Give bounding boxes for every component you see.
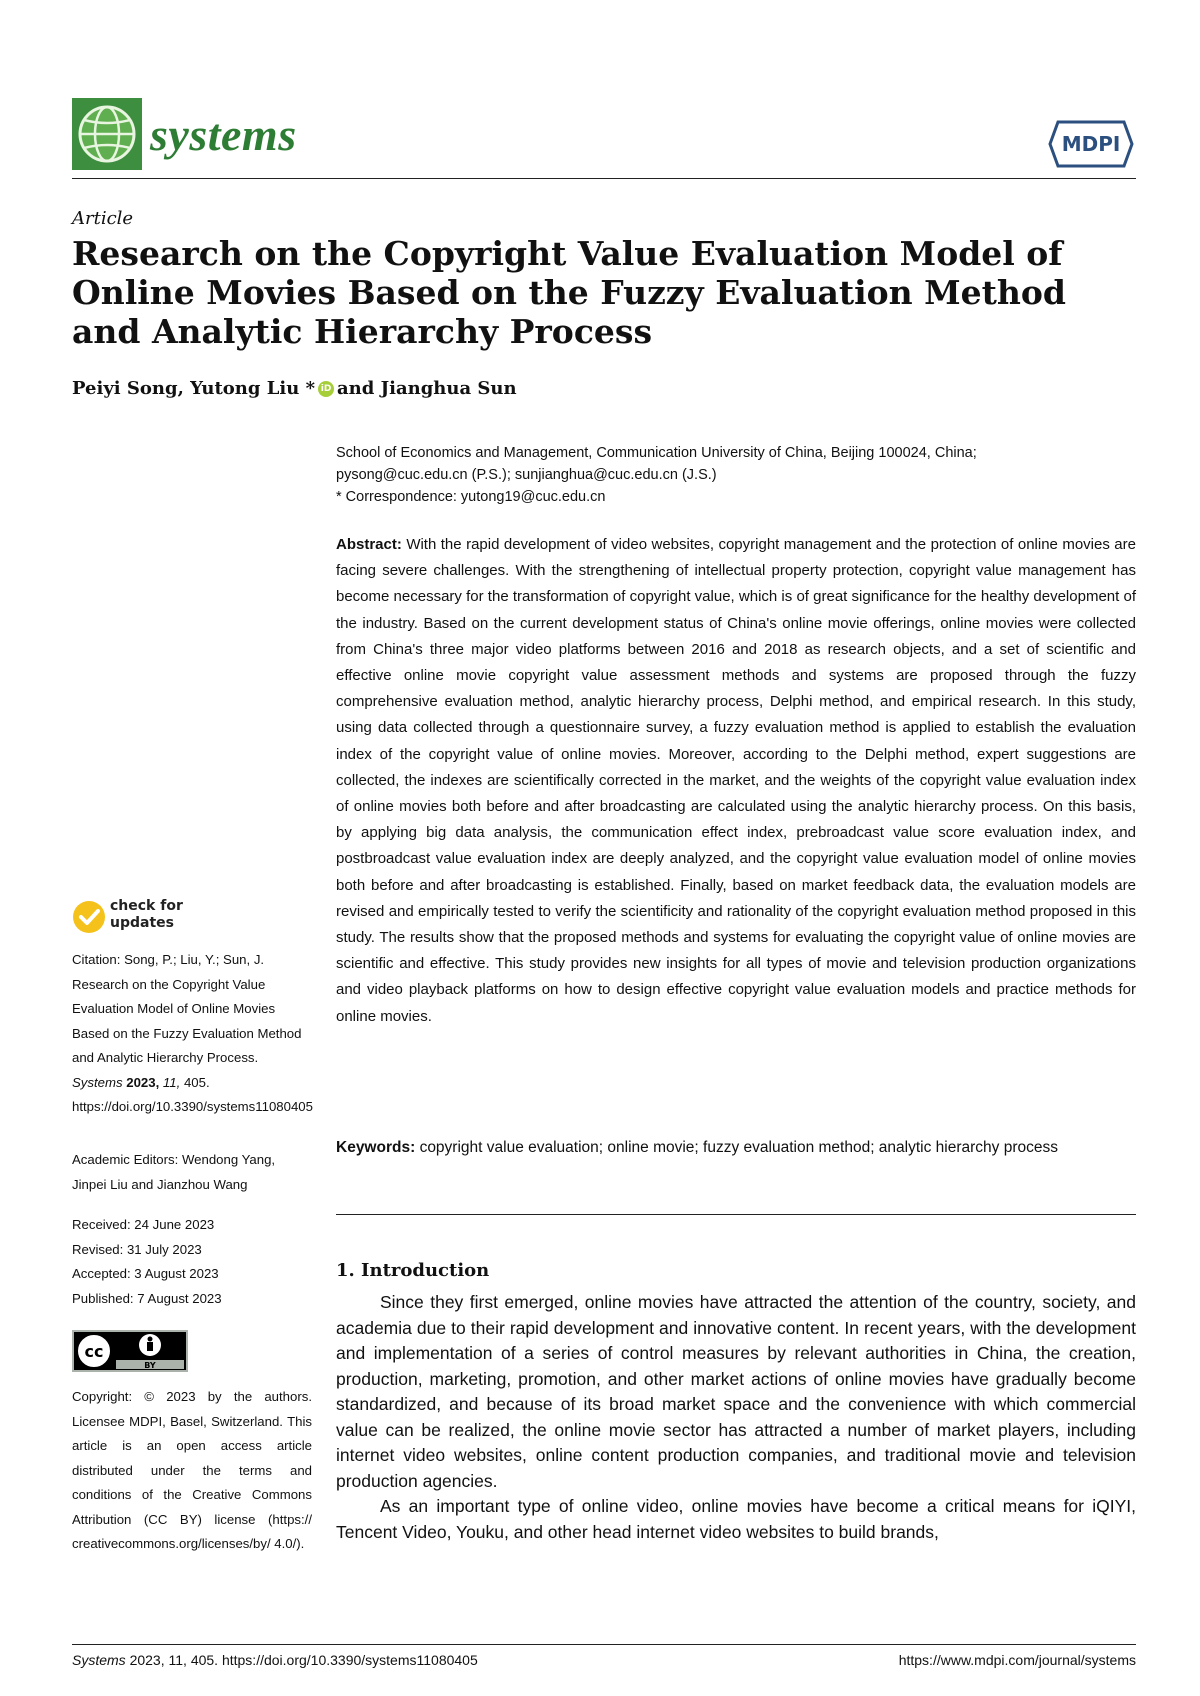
cc-label: cc (84, 1342, 104, 1361)
publisher-label: MDPI (1061, 132, 1121, 156)
cc-by-license-icon[interactable] (72, 1330, 188, 1372)
citation-year: 2023, (126, 1074, 160, 1090)
journal-name: systems (150, 109, 297, 160)
footer-divider (72, 1644, 1136, 1645)
citation-doi[interactable]: 405. https://doi.org/10.3390/systems11080405 (72, 1074, 313, 1114)
footer-journal-url[interactable]: https://www.mdpi.com/journal/systems (898, 1652, 1136, 1668)
authors-last: and Jianghua Sun (337, 378, 517, 399)
footer-citation (72, 1652, 478, 1668)
citation-volume: 11, (162, 1074, 181, 1090)
date-published: Published: 7 August 2023 (72, 1290, 222, 1306)
keywords-text: copyright value evaluation; online movie; fuzzy evaluation method; analytic hierarchy process (419, 1139, 1058, 1156)
abstract-label: Abstract: (336, 536, 402, 553)
editors-text: Wendong Yang, Jinpei Liu and Jianzhou Wang (72, 1152, 276, 1192)
check-updates-line1: check for (110, 898, 183, 914)
publication-dates (72, 1213, 312, 1311)
keywords-label: Keywords: (336, 1139, 416, 1156)
check-updates-line2: updates (110, 915, 174, 931)
date-accepted: Accepted: 3 August 2023 (72, 1266, 219, 1281)
keywords (336, 1135, 1136, 1161)
cc-by-label: BY (144, 1361, 156, 1370)
copyright-notice: Copyright: © 2023 by the authors. Licensee MDPI, Basel, Switzerland. This article is an open access article distributed under the terms and conditions of the Creative Commons Attribution (CC BY) license (https:// creativecommons.org/licenses/by/ 4.0/). (72, 1389, 312, 1551)
citation-label: Citation: (72, 952, 121, 967)
abstract-text: With the rapid development of video websites, copyright management and the protection of online movies are facing severe challenges. With the strengthening of intellectual property protection, copyright value management has become necessary for the transformation of copyright value, which is of great significance for the healthy development of the industry. Based on the current development status of China's online movie offerings, online movies were collected from China's three major video platforms between 2016 and 2018 as research objects, and a set of scientific and effective online movie copyright value assessment methods and systems are proposed through the fuzzy comprehensive evaluation method, analytic hierarchy process, Delphi method, and empirical research. In this study, using data collected through a questionnaire survey, a fuzzy evaluation method is applied to establish the evaluation index of the copyright value of online movies. Moreover, according to the Delphi method, expert suggestions are collected, the indexes are scientifically corrected in the market, and the weights of the copyright value evaluation index of online movies both before and after broadcasting are calculated using the analytic hierarchy process. On this basis, by applying big data analysis, the communication effect index, prebroadcast value score evaluation index, and postbroadcast value evaluation index are deeply analyzed, and the copyright value evaluation model of online movies both before and after broadcasting is established. Finally, based on market feedback data, the evaluation models are revised and empirically tested to verify the scientificity and rationality of the copyright evaluation method proposed in this study. The results show that the proposed methods and systems for evaluating the copyright value of online movies are scientific and effective. This study provides new insights for all types of movie and television production organizations and video playback platforms on how to design effective copyright value evaluation models and practice methods for online movies. (336, 536, 1136, 1025)
affiliations (336, 442, 1136, 508)
journal-globe-logo (72, 98, 142, 170)
section-heading: 1. Introduction (336, 1260, 490, 1281)
introduction-body (336, 1290, 1136, 1545)
paragraph: As an important type of online video, online movies have become a critical means for iQIYI, Tencent Video, Youku, and other head internet video websites to build brands, (336, 1496, 1136, 1542)
mdpi-hexagon-icon (1048, 118, 1134, 170)
paper-title: Research on the Copyright Value Evaluation Model of Online Movies Based on the Fuzzy Evaluation Method and Analytic Hierarchy Process (72, 234, 1066, 351)
affiliation-line: School of Economics and Management, Communication University of China, Beijing 100024, China; (336, 445, 977, 461)
editors-label: Academic Editors: (72, 1152, 179, 1167)
article-type: Article (72, 208, 134, 229)
authors-first: Peiyi Song, Yutong Liu * (72, 378, 316, 399)
citation-text: Song, P.; Liu, Y.; Sun, J. Research on the Copyright Value Evaluation Model of Online Movies Based on the Fuzzy Evaluation Method and Analytic Hierarchy Process. (72, 952, 302, 1065)
paragraph: Since they first emerged, online movies have attracted the attention of the country, society, and academia due to their rapid development and innovative content. In recent years, with the development and implementation of a series of control measures by relevant authorities in China, the creation, production, marketing, promotion, and other market actions of online movies have gradually become standardized, and because of its broad market space and the convenience with which commercial value can be realized, the online movie sector has attracted a number of market players, including internet video websites, online content production companies, and traditional movie and television production agencies. (336, 1292, 1136, 1491)
author-list (72, 378, 517, 399)
author-emails: pysong@cuc.edu.cn (P.S.); sunjianghua@cuc.edu.cn (J.S.) (336, 467, 717, 483)
check-for-updates-button[interactable] (72, 898, 192, 938)
citation-journal: Systems (72, 1074, 123, 1090)
publisher-logo (1048, 118, 1134, 170)
date-revised: Revised: 31 July 2023 (72, 1241, 202, 1257)
academic-editors (72, 1148, 312, 1197)
orcid-icon[interactable]: iD (318, 381, 334, 397)
check-updates-label (110, 898, 183, 932)
footer-citation-text[interactable]: 2023, 11, 405. https://doi.org/10.3390/systems11080405 (129, 1652, 478, 1668)
citation-block (72, 948, 312, 1120)
header-divider (72, 178, 1136, 179)
correspondence: * Correspondence: yutong19@cuc.edu.cn (336, 489, 606, 505)
abstract (336, 532, 1136, 1030)
date-received: Received: 24 June 2023 (72, 1217, 215, 1232)
check-updates-icon (72, 900, 106, 934)
section-divider (336, 1214, 1136, 1215)
footer-journal: Systems (72, 1652, 126, 1668)
